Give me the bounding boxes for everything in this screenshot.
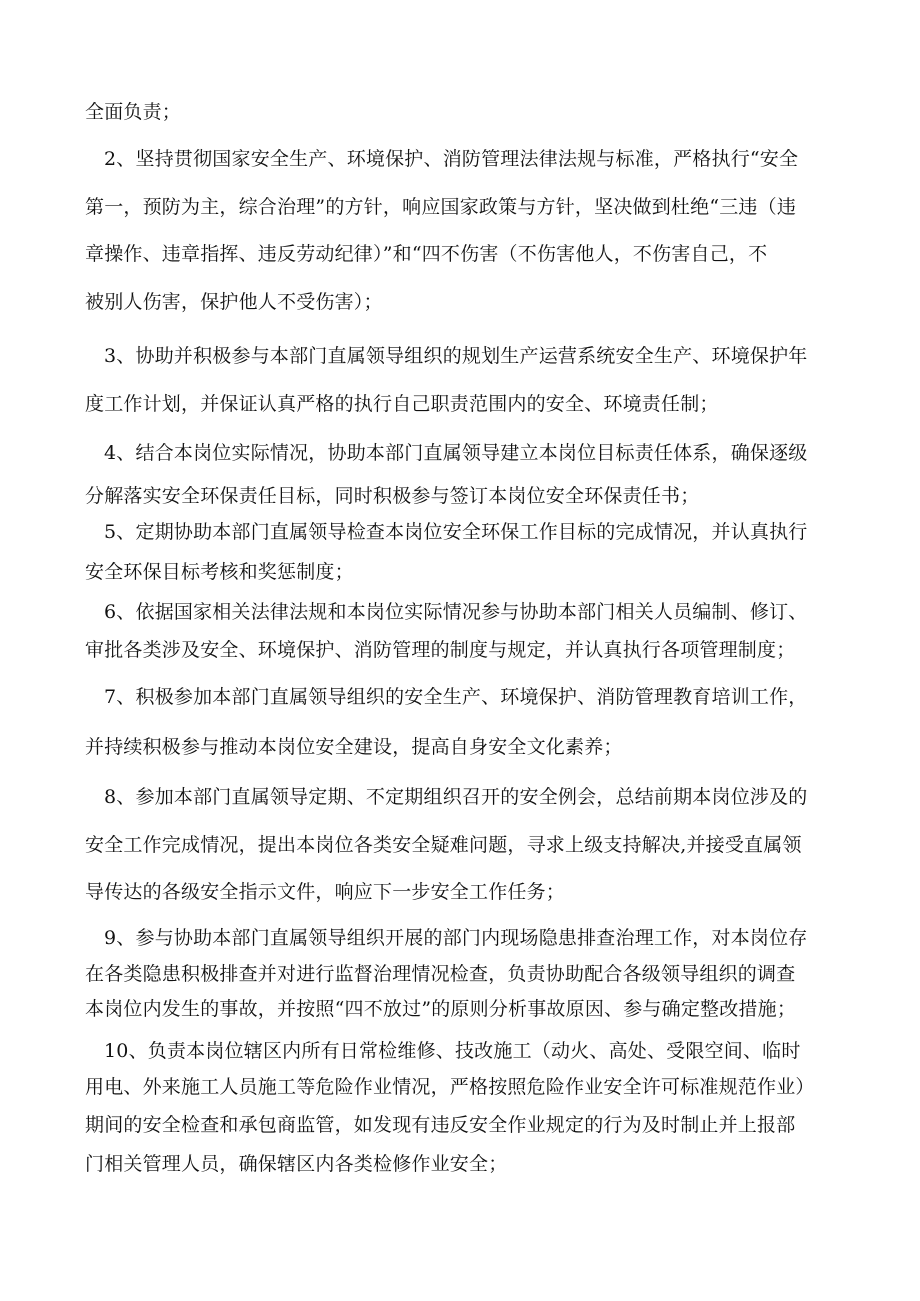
- text-line: 安全环保目标考核和奖惩制度；: [85, 561, 354, 583]
- text-line: 2、坚持贯彻国家安全生产、环境保护、消防管理法律法规与标准，严格执行“安全: [104, 148, 799, 170]
- text-line: 审批各类涉及安全、环境保护、消防管理的制度与规定，并认真执行各项管理制度；: [85, 639, 796, 661]
- text-line: 期间的安全检查和承包商监管，如发现有违反安全作业规定的行为及时制止并上报部: [85, 1114, 796, 1136]
- text-line: 在各类隐患积极排查并对进行监督治理情况检查，负责协助配合各级领导组织的调查: [85, 963, 796, 985]
- text-line: 9、参与协助本部门直属领导组织开展的部门内现场隐患排查治理工作，对本岗位存: [104, 927, 808, 949]
- text-line: 全面负责；: [85, 101, 182, 123]
- text-line: 5、定期协助本部门直属领导检查本岗位安全环保工作目标的完成情况，并认真执行: [104, 521, 808, 543]
- text-line: 4、结合本岗位实际情况，协助本部门直属领导建立本岗位目标责任体系，确保逐级: [104, 442, 808, 464]
- text-line: 6、依据国家相关法律法规和本岗位实际情况参与协助本部门相关人员编制、修订、: [104, 601, 808, 623]
- text-line: 并持续积极参与推动本岗位安全建设，提高自身安全文化素养；: [85, 736, 623, 758]
- text-line: 8、参加本部门直属领导定期、不定期组织召开的安全例会，总结前期本岗位涉及的: [104, 786, 808, 808]
- text-line: 3、协助并积极参与本部门直属领导组织的规划生产运营系统安全生产、环境保护年: [104, 345, 808, 367]
- text-line: 本岗位内发生的事故，并按照“四不放过”的原则分析事故原因、参与确定整改措施；: [85, 998, 797, 1020]
- text-line: 10、负责本岗位辖区内所有日常检维修、技改施工（动火、高处、受限空间、临时: [104, 1040, 801, 1062]
- text-line: 度工作计划，并保证认真严格的执行自己职责范围内的安全、环境责任制；: [85, 393, 719, 415]
- text-line: 导传达的各级安全指示文件，响应下一步安全工作任务；: [85, 881, 566, 903]
- text-line: 用电、外来施工人员施工等危险作业情况，严格按照危险作业安全许可标准规范作业）: [85, 1076, 815, 1098]
- text-line: 7、积极参加本部门直属领导组织的安全生产、环境保护、消防管理教育培训工作，: [104, 686, 808, 708]
- text-line: 第一，预防为主，综合治理”的方针，响应国家政策与方针，坚决做到杜绝“三违（违: [85, 196, 797, 218]
- text-line: 分解落实安全环保责任目标，同时积极参与签订本岗位安全环保责任书；: [85, 485, 700, 507]
- text-line: 门相关管理人员，确保辖区内各类检修作业安全；: [85, 1153, 508, 1175]
- text-line: 安全工作完成情况，提出本岗位各类安全疑难问题，寻求上级支持解决,并接受直属领: [85, 834, 802, 856]
- text-line: 章操作、违章指挥、违反劳动纪律）”和“四不伤害（不伤害他人，不伤害自己，不: [85, 243, 768, 265]
- text-line: 被别人伤害，保护他人不受伤害）；: [85, 291, 383, 313]
